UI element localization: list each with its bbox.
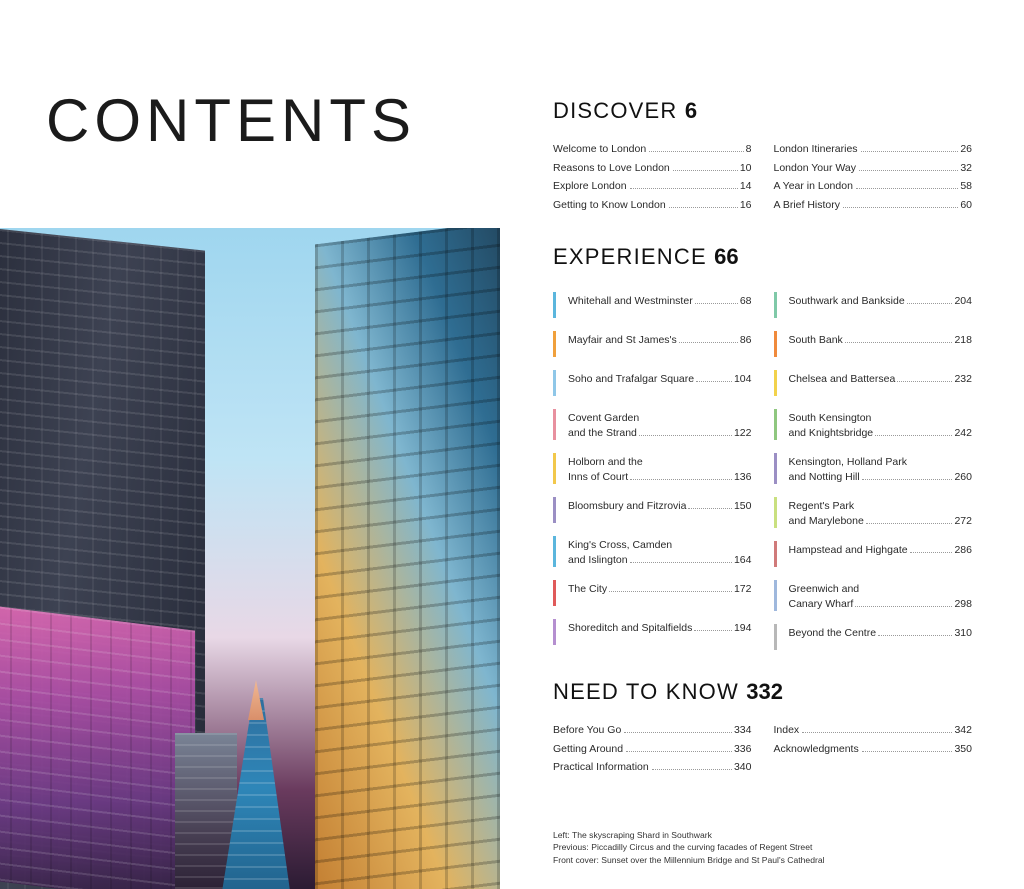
toc-entry-line — [568, 499, 752, 514]
leader-dots — [862, 751, 953, 752]
toc-entry-label-line2: Canary Wharf — [788, 597, 854, 610]
discover-right-col — [774, 140, 973, 214]
page-title: CONTENTS — [46, 87, 416, 154]
leader-dots — [875, 435, 952, 436]
toc-entry-line — [789, 294, 973, 309]
toc-entry-page: 150 — [733, 500, 752, 512]
leader-dots — [855, 606, 952, 607]
toc-entry[interactable] — [553, 292, 752, 318]
toc-entry[interactable] — [774, 140, 973, 159]
leader-dots — [679, 342, 738, 343]
toc-entry-label-line2: and Notting Hill — [788, 470, 860, 483]
need-to-know-right-col — [774, 721, 973, 777]
toc-entry-line — [789, 333, 973, 348]
toc-entry[interactable] — [553, 740, 752, 759]
leader-dots — [907, 303, 953, 304]
toc-entry-line — [789, 514, 973, 529]
toc-entry[interactable] — [553, 177, 752, 196]
section-heading-need-to-know — [553, 679, 972, 705]
leader-dots — [630, 562, 732, 563]
experience-heading-page: 66 — [714, 244, 739, 269]
discover-heading-label: DISCOVER — [553, 98, 678, 123]
toc-entry-label: Getting Around — [553, 742, 624, 755]
toc-entry[interactable] — [553, 196, 752, 215]
leader-dots — [862, 479, 953, 480]
section-color-bar — [774, 541, 777, 567]
toc-entry-page: 340 — [733, 761, 752, 773]
leader-dots — [630, 188, 738, 189]
toc-entry[interactable] — [774, 177, 973, 196]
right-building — [315, 228, 500, 889]
leader-dots — [673, 170, 738, 171]
toc-entry-page: 260 — [954, 470, 972, 483]
section-color-bar — [553, 453, 556, 484]
section-color-bar — [774, 580, 777, 611]
leader-dots — [624, 732, 732, 733]
toc-entry[interactable] — [774, 497, 973, 528]
section-color-bar — [553, 497, 556, 523]
toc-entry-label-line1: Kensington, Holland Park — [788, 456, 907, 468]
toc-entry-page: 232 — [954, 373, 972, 385]
toc-entry-line — [568, 333, 752, 348]
toc-entry-line — [568, 426, 752, 441]
toc-entry[interactable] — [553, 140, 752, 159]
section-heading-discover — [553, 98, 972, 124]
credit-line: Previous: Piccadilly Circus and the curving facades of Regent Street — [553, 842, 813, 852]
toc-entry-label-line1: Regent's Park — [788, 500, 855, 512]
toc-entry-page: 122 — [733, 426, 752, 439]
toc-entry-line — [789, 543, 973, 558]
leader-dots — [609, 591, 732, 592]
toc-entry[interactable] — [553, 370, 752, 396]
section-color-bar — [553, 292, 556, 318]
toc-entry-page: 104 — [733, 373, 752, 385]
section-color-bar — [774, 409, 777, 440]
toc-entry-label: Hampstead and Highgate — [788, 544, 908, 556]
toc-entry-label: A Brief History — [773, 198, 841, 211]
leader-dots — [649, 151, 743, 152]
shard-photograph — [0, 228, 500, 889]
toc-entry[interactable] — [774, 453, 973, 484]
experience-heading-label: EXPERIENCE — [553, 244, 707, 269]
toc-entry-label: Index — [773, 724, 800, 736]
toc-entry-label-line2: and the Strand — [568, 426, 637, 439]
leader-dots — [802, 732, 952, 733]
toc-entry[interactable] — [774, 541, 973, 567]
toc-entry[interactable] — [774, 331, 973, 357]
toc-entry[interactable] — [774, 370, 973, 396]
section-color-bar — [553, 619, 556, 645]
toc-entry-label: South Bank — [788, 334, 843, 346]
section-color-bar — [553, 370, 556, 396]
toc-entry-label: Explore London — [553, 180, 627, 192]
toc-entry-label-line1: South Kensington — [788, 412, 872, 424]
toc-entry-label: Soho and Trafalgar Square — [568, 373, 695, 385]
toc-entry[interactable] — [553, 758, 752, 777]
section-color-bar — [553, 580, 556, 606]
toc-entry-page: 272 — [954, 514, 972, 527]
left-building-lit-facade — [0, 605, 195, 889]
toc-entry[interactable] — [553, 721, 752, 740]
toc-entry-page: 310 — [954, 627, 972, 639]
discover-entries — [553, 140, 972, 214]
leader-dots — [856, 188, 958, 189]
leader-dots — [897, 381, 952, 382]
toc-entry-label: Getting to Know London — [553, 198, 666, 211]
toc-entry-page: 286 — [954, 544, 972, 556]
right-column — [500, 0, 1024, 889]
toc-entry[interactable] — [774, 740, 973, 759]
toc-entry-label-line1: King's Cross, Camden — [568, 539, 673, 551]
toc-entry-label-line2: and Marylebone — [788, 514, 864, 527]
need-to-know-heading-page: 332 — [746, 679, 783, 704]
toc-entry-label: Reasons to Love London — [553, 161, 670, 174]
left-column — [0, 0, 500, 889]
toc-entry-line — [568, 553, 752, 568]
toc-entry[interactable] — [553, 331, 752, 357]
leader-dots — [652, 769, 732, 770]
section-color-bar — [774, 370, 777, 396]
toc-entry[interactable] — [553, 409, 752, 440]
toc-entry-label-line1: Covent Garden — [568, 412, 640, 424]
section-heading-experience — [553, 244, 972, 270]
leader-dots — [878, 635, 952, 636]
toc-entry-page: 58 — [960, 180, 972, 192]
toc-entry-line — [568, 294, 752, 309]
need-to-know-entries — [553, 721, 972, 777]
leader-dots — [866, 523, 953, 524]
section-color-bar — [774, 624, 777, 650]
toc-entry-label-line2: and Knightsbridge — [788, 426, 874, 439]
toc-entry-page: 172 — [733, 583, 752, 595]
toc-entry-page: 68 — [739, 295, 752, 307]
toc-entry[interactable] — [774, 292, 973, 318]
toc-entry-label: London Itineraries — [773, 143, 858, 155]
toc-entry-line — [789, 470, 973, 485]
toc-entry[interactable] — [774, 409, 973, 440]
toc-entry-page: 10 — [739, 161, 752, 174]
need-to-know-left-col — [553, 721, 752, 777]
toc-entry[interactable] — [553, 619, 752, 645]
toc-entry-line — [789, 626, 973, 641]
toc-entry-label-line1: Holborn and the — [568, 456, 643, 468]
section-color-bar — [774, 292, 777, 318]
toc-entry-line — [568, 621, 752, 636]
leader-dots — [910, 552, 953, 553]
toc-entry-page: 242 — [954, 426, 972, 439]
toc-entry-label: Practical Information — [553, 761, 649, 773]
photo-credits — [553, 829, 972, 867]
toc-entry-page: 60 — [960, 198, 972, 211]
toc-entry-page: 194 — [733, 622, 752, 634]
toc-entry-page: 350 — [954, 742, 972, 755]
toc-entry[interactable] — [774, 721, 973, 740]
toc-entry-label: Beyond the Centre — [788, 627, 877, 639]
toc-entry-line — [789, 426, 973, 441]
toc-entry-page: 218 — [954, 334, 972, 346]
section-color-bar — [774, 331, 777, 357]
toc-entry-line — [789, 597, 973, 612]
toc-entry[interactable] — [774, 624, 973, 650]
experience-left-col — [553, 292, 752, 663]
toc-entry-page: 336 — [733, 742, 752, 755]
toc-entry-line — [789, 372, 973, 387]
toc-entry-page: 26 — [960, 143, 972, 155]
section-color-bar — [553, 331, 556, 357]
toc-entry-page: 14 — [739, 180, 752, 192]
toc-entry[interactable] — [774, 196, 973, 215]
toc-entry-label: Acknowledgments — [773, 742, 859, 755]
toc-entry-line — [568, 470, 752, 485]
toc-entry[interactable] — [553, 159, 752, 178]
toc-entry-label: Welcome to London — [553, 143, 647, 155]
section-color-bar — [553, 409, 556, 440]
leader-dots — [843, 207, 958, 208]
toc-entry-label-line2: and Islington — [568, 553, 628, 566]
toc-entry-line — [568, 582, 752, 597]
discover-left-col — [553, 140, 752, 214]
leader-dots — [696, 381, 732, 382]
toc-entry[interactable] — [774, 159, 973, 178]
toc-entry[interactable] — [553, 580, 752, 606]
experience-right-col — [774, 292, 973, 663]
toc-entry-label: London Your Way — [773, 161, 857, 174]
toc-entry-label: Shoreditch and Spitalfields — [568, 622, 693, 634]
need-to-know-heading-label: NEED TO KNOW — [553, 679, 739, 704]
leader-dots — [845, 342, 953, 343]
toc-entry-page: 8 — [745, 143, 752, 155]
toc-entry-label: Southwark and Bankside — [788, 295, 905, 307]
toc-entry-label: Before You Go — [553, 724, 622, 736]
leader-dots — [669, 207, 738, 208]
leader-dots — [859, 170, 958, 171]
toc-entry[interactable] — [553, 536, 752, 567]
toc-entry-line — [568, 372, 752, 387]
toc-entry-label: Whitehall and Westminster — [568, 295, 693, 307]
leader-dots — [630, 479, 732, 480]
toc-entry-label: Chelsea and Battersea — [788, 373, 896, 385]
toc-entry-page: 298 — [954, 597, 972, 610]
toc-entry-label: Bloomsbury and Fitzrovia — [568, 500, 687, 512]
toc-entry-page: 136 — [733, 470, 752, 483]
toc-entry[interactable] — [553, 497, 752, 523]
toc-entry-label: A Year in London — [773, 180, 853, 192]
section-color-bar — [774, 497, 777, 528]
section-color-bar — [553, 536, 556, 567]
credit-line: Front cover: Sunset over the Millennium Bridge and St Paul's Cathedral — [553, 854, 825, 865]
toc-entry-label: Mayfair and St James's — [568, 334, 677, 346]
section-color-bar — [774, 453, 777, 484]
leader-dots — [626, 751, 732, 752]
toc-entry[interactable] — [774, 580, 973, 611]
leader-dots — [695, 303, 738, 304]
toc-entry-page: 32 — [960, 161, 972, 174]
toc-entry-label: The City — [568, 583, 608, 595]
experience-entries — [553, 292, 972, 663]
toc-entry-page: 86 — [739, 334, 752, 346]
toc-entry-page: 342 — [954, 724, 972, 736]
toc-entry[interactable] — [553, 453, 752, 484]
leader-dots — [688, 508, 732, 509]
leader-dots — [639, 435, 732, 436]
toc-entry-page: 164 — [733, 553, 752, 566]
toc-entry-label-line2: Inns of Court — [568, 470, 629, 483]
toc-entry-page: 204 — [954, 295, 972, 307]
toc-entry-page: 334 — [733, 724, 752, 736]
toc-entry-label-line1: Greenwich and — [788, 583, 860, 595]
leader-dots — [861, 151, 959, 152]
discover-heading-page: 6 — [684, 98, 698, 123]
leader-dots — [694, 630, 732, 631]
toc-entry-page: 16 — [739, 198, 752, 211]
credit-line: Left: The skyscraping Shard in Southwark — [553, 829, 712, 840]
